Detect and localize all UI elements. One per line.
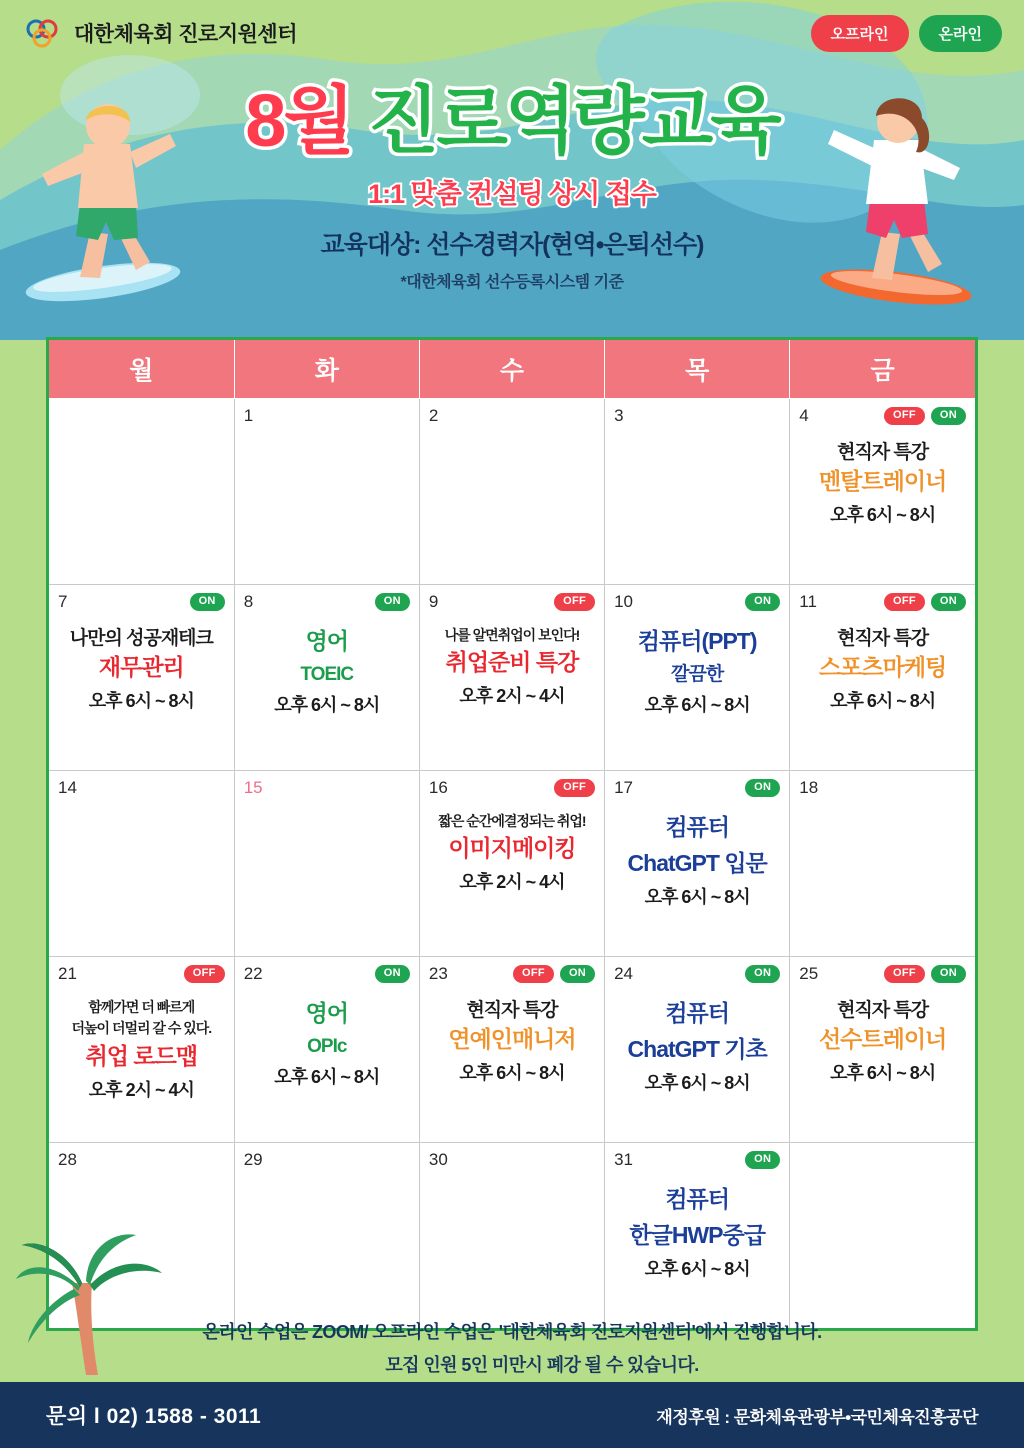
- badge-group: [554, 779, 595, 797]
- class-line-time: 오후 2시 ~ 4시: [459, 872, 565, 893]
- day-number: 1: [243, 405, 254, 425]
- class-line-title: 컴퓨터(PPT): [637, 627, 757, 654]
- page-footer: [0, 1382, 1024, 1448]
- calendar-day-cell[interactable]: [419, 398, 604, 584]
- class-line-time: 오후 6시 ~ 8시: [88, 691, 194, 712]
- badge-group: [745, 779, 780, 797]
- class-line-time: 오후 6시 ~ 8시: [644, 1073, 750, 1094]
- class-line-time: 오후 6시 ~ 8시: [644, 695, 750, 716]
- calendar-day-cell[interactable]: [790, 584, 975, 770]
- class-line-head: 나만의 성공재테크: [69, 627, 213, 649]
- hero-subtitle-consulting: 1:1 맞춤 컨설팅 상시 접수: [368, 179, 656, 209]
- top-bar: [0, 0, 1024, 66]
- badge-offline: OFF: [554, 779, 595, 797]
- class-info: [241, 999, 413, 1090]
- badge-group: [884, 593, 966, 611]
- class-info: [611, 813, 783, 910]
- calendar-week-row: [49, 584, 975, 770]
- calendar-header-row: [49, 340, 975, 398]
- badge-online: ON: [745, 965, 780, 983]
- day-number: 28: [58, 1149, 77, 1169]
- calendar-table: [49, 340, 975, 1328]
- class-line-time: 오후 6시 ~ 8시: [274, 695, 380, 716]
- class-info: [241, 627, 413, 718]
- footer-contact[interactable]: 문의 l 02) 1588 - 3011: [46, 1405, 262, 1428]
- class-info: [426, 627, 598, 708]
- badge-offline: OFF: [513, 965, 554, 983]
- calendar-day-cell[interactable]: [49, 956, 234, 1142]
- class-line-title: ChatGPT 기초: [627, 1036, 767, 1063]
- calendar-day-cell[interactable]: [49, 398, 234, 584]
- class-info: [611, 999, 783, 1096]
- calendar-day-cell[interactable]: [49, 770, 234, 956]
- class-line-time: 오후 6시 ~ 8시: [274, 1067, 380, 1088]
- day-number: 15: [243, 777, 263, 797]
- badge-online: ON: [931, 407, 966, 425]
- badge-group: [375, 593, 410, 611]
- calendar-weekday-1: 화: [234, 340, 419, 398]
- day-number: 8: [243, 591, 254, 611]
- surfer-male-icon: [18, 82, 208, 317]
- day-number: 14: [58, 777, 77, 797]
- class-line-time: 오후 6시 ~ 8시: [459, 1063, 565, 1084]
- badge-online: ON: [745, 1151, 780, 1169]
- day-number: 22: [243, 963, 263, 983]
- pill-online[interactable]: 온라인: [919, 15, 1002, 52]
- badge-offline: OFF: [884, 593, 925, 611]
- day-number: 23: [428, 963, 448, 983]
- hero-title-main: 진로역량교육: [367, 79, 779, 162]
- calendar-weekday-0: 월: [49, 340, 234, 398]
- day-number: 17: [614, 777, 633, 797]
- class-line-title: 선수트레이너: [818, 1026, 947, 1053]
- footer-sponsor: 재정후원 : 문화체육관광부•국민체육진흥공단: [656, 1407, 978, 1427]
- hero-title-month: 8월: [245, 79, 352, 162]
- badge-group: [375, 965, 410, 983]
- badge-online: ON: [375, 593, 410, 611]
- badge-offline: OFF: [884, 407, 925, 425]
- hero-subtitle-footnote: *대한체육회 선수등록시스템 기준: [400, 274, 624, 291]
- badge-online: ON: [375, 965, 410, 983]
- class-info: [426, 813, 598, 894]
- day-number: 2: [428, 405, 439, 425]
- note-line-2: 모집 인원 5인 미만시 폐강 될 수 있습니다.: [385, 1355, 699, 1375]
- class-line-title: 컴퓨터: [665, 999, 729, 1026]
- day-number: 29: [243, 1149, 263, 1169]
- class-info: [426, 999, 598, 1086]
- day-number: 11: [799, 591, 817, 611]
- day-number: 3: [614, 405, 624, 425]
- calendar-day-cell[interactable]: [419, 1142, 604, 1328]
- badge-online: ON: [931, 965, 966, 983]
- class-line-time: 오후 2시 ~ 4시: [459, 686, 565, 707]
- calendar-day-cell[interactable]: [605, 770, 790, 956]
- class-line-title: 컴퓨터: [665, 1185, 729, 1212]
- class-line-note: 나를 알면취업이 보인다!: [444, 626, 580, 643]
- calendar-weekday-4: 금: [790, 340, 975, 398]
- badge-group: [884, 965, 966, 983]
- class-line-head: 현직자 특강: [837, 441, 929, 463]
- badge-group: [745, 965, 780, 983]
- class-line-head: 현직자 특강: [837, 999, 929, 1021]
- badge-group: [745, 1151, 780, 1169]
- calendar-day-cell[interactable]: [790, 770, 975, 956]
- badge-online: ON: [190, 593, 225, 611]
- calendar-day-cell[interactable]: [234, 1142, 419, 1328]
- class-line-sub: 깔끔한: [671, 664, 724, 686]
- day-number: 31: [614, 1149, 633, 1169]
- class-line-head: 현직자 특강: [466, 999, 558, 1021]
- calendar-day-cell[interactable]: [419, 770, 604, 956]
- olympic-rings-icon: [22, 13, 62, 53]
- calendar-day-cell[interactable]: [234, 584, 419, 770]
- day-number: 21: [58, 963, 77, 983]
- badge-group: [745, 593, 780, 611]
- badge-offline: OFF: [884, 965, 925, 983]
- brand-title: 대한체육회 진로지원센터: [74, 23, 297, 46]
- day-number: 9: [428, 591, 439, 611]
- class-line-title: 멘탈트레이너: [818, 468, 947, 495]
- day-number: 10: [614, 591, 633, 611]
- badge-group: [884, 407, 966, 425]
- class-line-title: 영어: [305, 999, 348, 1026]
- calendar-week-row: [49, 1142, 975, 1328]
- surfer-female-icon: [804, 82, 984, 317]
- class-line-time: 오후 6시 ~ 8시: [830, 1063, 936, 1084]
- calendar-week-row: [49, 956, 975, 1142]
- calendar-day-cell[interactable]: [605, 1142, 790, 1328]
- calendar-day-cell[interactable]: [419, 584, 604, 770]
- class-line-title: 취업준비 특강: [445, 649, 579, 676]
- class-line-note: 짧은 순간에결정되는 취업!: [438, 812, 586, 829]
- badge-online: ON: [560, 965, 595, 983]
- badge-group: [513, 965, 595, 983]
- calendar-weekday-3: 목: [605, 340, 790, 398]
- class-line-sub: TOEIC: [300, 664, 354, 686]
- class-line-title: 연예인매니저: [448, 1026, 576, 1053]
- class-line-time: 오후 6시 ~ 8시: [644, 1259, 750, 1280]
- class-info: [611, 627, 783, 718]
- badge-offline: OFF: [184, 965, 225, 983]
- calendar-day-cell[interactable]: [419, 956, 604, 1142]
- class-line-title: 취업 로드맵: [85, 1042, 198, 1069]
- class-info: [796, 627, 969, 714]
- calendar-day-cell[interactable]: [605, 956, 790, 1142]
- pill-offline[interactable]: 오프라인: [811, 15, 909, 52]
- calendar-day-cell[interactable]: [790, 1142, 975, 1328]
- class-info: [796, 999, 969, 1086]
- class-line-time: 오후 6시 ~ 8시: [830, 505, 936, 526]
- class-line-title: 스포츠마케팅: [818, 654, 947, 681]
- badge-online: ON: [745, 779, 780, 797]
- class-line-title: 이미지메이킹: [448, 835, 576, 862]
- calendar-weekday-2: 수: [419, 340, 604, 398]
- class-line-title: 한글HWP중급: [629, 1222, 765, 1249]
- day-number: 25: [799, 963, 819, 983]
- class-info: [55, 627, 228, 714]
- day-number: 30: [428, 1149, 448, 1169]
- calendar-day-cell[interactable]: [234, 770, 419, 956]
- class-line-note: 더높이 더멀리 갈 수 있다.: [71, 1020, 212, 1037]
- note-line-1: 온라인 수업은 ZOOM/ 오프라인 수업은 '대한체육회 진로지원센터'에서 진행합니다.: [202, 1322, 822, 1342]
- class-line-time: 오후 2시 ~ 4시: [88, 1079, 194, 1100]
- badge-online: ON: [931, 593, 966, 611]
- class-line-title: ChatGPT 입문: [627, 850, 767, 877]
- day-number: 7: [58, 591, 68, 611]
- brand-logo: [22, 13, 297, 53]
- footer-notes: [0, 1318, 1024, 1384]
- class-line-note: 함께가면 더 빠르게: [88, 998, 195, 1015]
- calendar-day-cell[interactable]: [49, 584, 234, 770]
- day-number: 16: [428, 777, 448, 797]
- class-line-title: 재무관리: [98, 654, 184, 681]
- badge-group: [190, 593, 225, 611]
- class-line-time: 오후 6시 ~ 8시: [644, 887, 750, 908]
- calendar-day-cell[interactable]: [605, 584, 790, 770]
- calendar-week-row: [49, 398, 975, 584]
- class-info: [796, 441, 969, 528]
- badge-group: [184, 965, 225, 983]
- calendar: [46, 337, 978, 1331]
- badge-group: [554, 593, 595, 611]
- hero-banner: [0, 62, 1024, 330]
- badge-offline: OFF: [554, 593, 595, 611]
- calendar-day-cell[interactable]: [234, 956, 419, 1142]
- class-line-head: 현직자 특강: [837, 627, 929, 649]
- calendar-day-cell[interactable]: [605, 398, 790, 584]
- calendar-day-cell[interactable]: [790, 398, 975, 584]
- class-line-sub: OPIc: [307, 1036, 347, 1058]
- calendar-day-cell[interactable]: [790, 956, 975, 1142]
- badge-online: ON: [745, 593, 780, 611]
- day-number: 18: [799, 777, 819, 797]
- class-line-title: 컴퓨터: [665, 813, 729, 840]
- class-info: [611, 1185, 783, 1282]
- class-line-time: 오후 6시 ~ 8시: [830, 691, 936, 712]
- day-number: 4: [799, 405, 809, 425]
- calendar-week-row: [49, 770, 975, 956]
- class-line-title: 영어: [305, 627, 348, 654]
- hero-subtitle-target: 교육대상: 선수경력자(현역•은퇴선수): [320, 231, 704, 259]
- class-info: [55, 999, 228, 1102]
- day-number: 24: [614, 963, 633, 983]
- calendar-day-cell[interactable]: [234, 398, 419, 584]
